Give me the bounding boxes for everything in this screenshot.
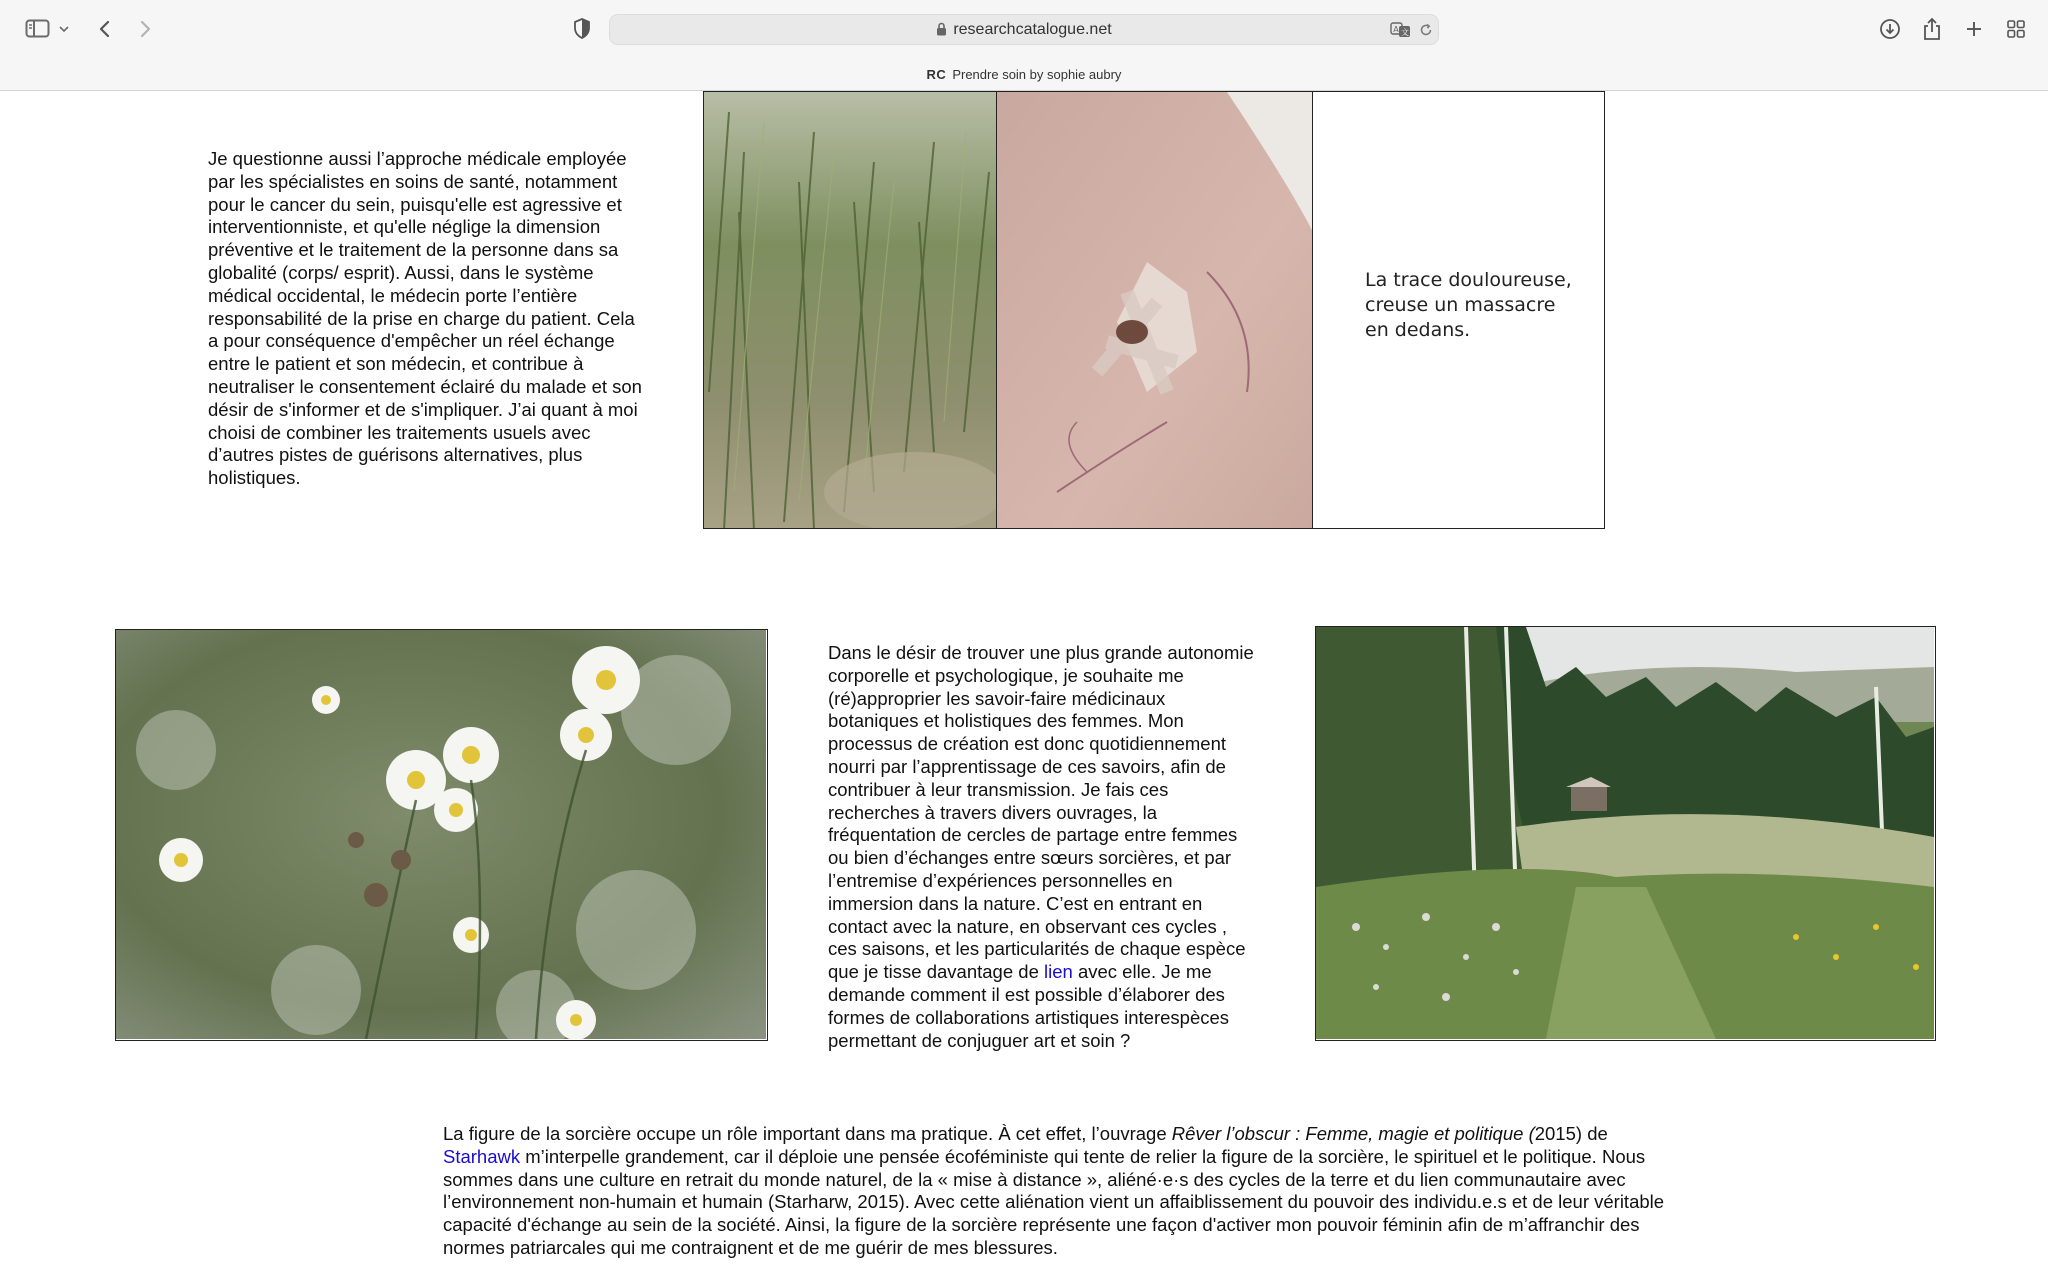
exposition-page: [0, 91, 2048, 1280]
url-text: researchcatalogue.net: [953, 21, 1112, 38]
text-block-autonomy: [828, 642, 1260, 1052]
grid-icon: [2006, 19, 2026, 39]
tab-bar: [0, 60, 2048, 91]
triptych-image: [703, 91, 1605, 529]
scar-photo: [996, 92, 1313, 528]
paragraph-autonomy-text-end: avec elle. Je me demande comment il est possible d’élaborer des formes de collaborations artistiques interespèces permettant de conjuguer art et soin ?: [828, 961, 1230, 1051]
download-icon: [1879, 18, 1901, 40]
paragraph-witch-text: La figure de la sorcière occupe un rôle important dans ma pratique. À cet effet, l’ouvrage: [443, 1123, 1172, 1144]
tab-title: Prendre soin by sophie aubry: [952, 67, 1122, 82]
paragraph-witch-figure: [443, 1123, 1683, 1260]
paragraph-medical-approach: Je questionne aussi l’approche médicale employée par les spécialistes en soins de santé, notamment pour le cancer du sein, puisqu'elle est agressive et interventionniste, et qu'elle néglige la dimension préventive et le traitement de la personne dans sa globalité (corps/ esprit). Aussi, dans le système médical occidental, le médecin porte l’entière responsabilité de la prise en charge du patient. Cela a pour conséquence d'empêcher un réel échange entre le patient et son médecin, et contribue à neutraliser le consentement éclairé du malade et son désir de s'informer et de s'impliquer. J’ai quant à moi choisi de combiner les traitements usuels avec d’autres pistes de guérisons alternatives, plus holistiques.: [208, 148, 642, 489]
paragraph-autonomy: [828, 642, 1260, 1052]
share-button[interactable]: [1918, 14, 1946, 44]
paragraph-autonomy-text: Dans le désir de trouver une plus grande autonomie corporelle et psychologique, je souhaite me (ré)approprier les savoir-faire médicinaux botaniques et holistiques des femmes. Mon processus de création est donc quotidiennement nourri par l’apprentissage de ces savoirs, afin de contribuer à leur transmission. Je fais ces recherches à travers divers ouvrages, la fréquentation de cercles de partage entre femmes ou bien d’échanges entre sœurs sorcières, et par l’entremise d’expériences personnelles en immersion dans la nature. C’est en entrant en contact avec la nature, en observant ces cycles , ces saisons, et les particularités de chaque espèce que je tisse davantage de: [828, 642, 1254, 983]
sidebar-icon: [25, 19, 51, 39]
translate-button[interactable]: [1388, 15, 1414, 44]
lien-link[interactable]: lien: [1044, 961, 1073, 983]
new-tab-button[interactable]: [1961, 14, 1987, 44]
text-block-medical-approach: [208, 148, 650, 490]
asters-photo: [115, 629, 768, 1041]
chevron-down-icon: [57, 24, 71, 34]
reload-icon: [1419, 23, 1433, 37]
address-bar[interactable]: [609, 14, 1439, 45]
privacy-report-button[interactable]: [568, 14, 596, 44]
caption-panel: [1312, 92, 1604, 528]
chevron-right-icon: [137, 19, 153, 39]
translate-icon: [1390, 22, 1412, 38]
rc-logo: RC: [926, 67, 947, 82]
paragraph-witch-year: 2015) de: [1534, 1123, 1608, 1144]
tab-overview-button[interactable]: [2002, 14, 2030, 44]
url-display[interactable]: [610, 15, 1438, 44]
browser-toolbar: [0, 0, 2048, 60]
triptych-caption: La trace douloureuse, creuse un massacre en dedans.: [1365, 269, 1572, 341]
svg-text:文: 文: [1401, 27, 1409, 37]
paragraph-witch-text-end: m’interpelle grandement, car il déploie une pensée écoféministe qui tente de relier la figure de la sorcière, le spirituel et le politique. Nous sommes dans une culture en retrait du monde naturel, de la « mise à distance », aliéné·e·s des cycles de la terre et du lien communautaire avec l’environnement non-humain et humain (Starharw, 2015). Avec cette aliénation vient un affaiblissement du pouvoir des individu.e.s et de leur véritable capacité d'échange au sein de la société. Ainsi, la figure de la sorcière représente une façon d'activer mon pouvoir féminin afin de m’affranchir des normes patriarcales qui me contraignent et de me guérir de mes blessures.: [443, 1145, 1665, 1258]
share-icon: [1922, 17, 1942, 41]
meadow-photo: [1315, 626, 1936, 1041]
book-title: Rêver l’obscur : Femme, magie et politique (: [1171, 1123, 1535, 1144]
svg-text:A: A: [1393, 24, 1399, 34]
reload-button[interactable]: [1416, 15, 1436, 44]
text-block-witch-figure: [443, 1123, 1683, 1260]
chevron-left-icon: [97, 19, 113, 39]
back-button[interactable]: [90, 14, 120, 44]
forward-button[interactable]: [130, 14, 160, 44]
shield-icon: [573, 18, 591, 40]
plus-icon: [1965, 20, 1983, 38]
sidebar-toggle-button[interactable]: [20, 14, 76, 44]
starhawk-link[interactable]: Starhawk: [443, 1145, 521, 1167]
active-tab[interactable]: [0, 60, 2048, 90]
lock-icon: [936, 22, 947, 36]
grass-photo: [704, 92, 996, 528]
downloads-button[interactable]: [1876, 14, 1904, 44]
